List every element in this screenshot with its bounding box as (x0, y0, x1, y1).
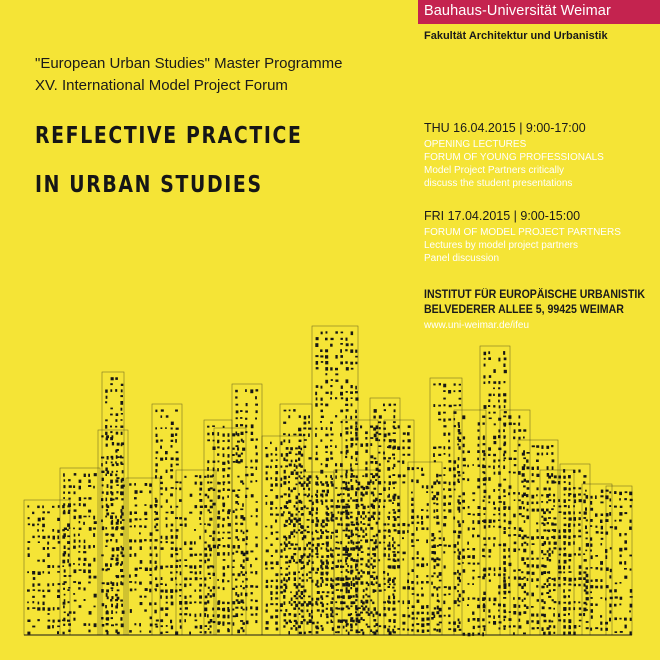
day-2-date: FRI 17.04.2015 | 9:00-15:00 (424, 209, 581, 223)
day-1-line: FORUM OF YOUNG PROFESSIONALS (424, 152, 604, 163)
skyline-building (24, 500, 70, 635)
university-name: Bauhaus-Universität Weimar (424, 3, 611, 19)
day-1-line: Model Project Partners critically (424, 165, 565, 176)
skyline-building (60, 468, 100, 635)
skyline-building (126, 478, 160, 635)
day-2-line: FORUM OF MODEL PROJECT PARTNERS (424, 227, 621, 238)
skyline-building (408, 462, 442, 635)
skyline-building (430, 378, 462, 635)
day-1-line: OPENING LECTURES (424, 139, 527, 150)
website-link[interactable]: www.uni-weimar.de/ifeu (424, 320, 530, 331)
skyline-building (102, 372, 124, 635)
skyline-building (454, 410, 486, 636)
faculty-name: Fakultät Architektur und Urbanistik (424, 30, 608, 42)
skyline-building (232, 384, 262, 635)
skyline-building (606, 486, 633, 635)
title-line-2: IN URBAN STUDIES (35, 172, 263, 198)
day-2-line: Lectures by model project partners (424, 240, 578, 251)
day-1-line: discuss the student presentations (424, 178, 573, 189)
skyline-building (98, 430, 128, 635)
forum-name: XV. International Model Project Forum (35, 77, 288, 94)
day-1-date: THU 16.04.2015 | 9:00-17:00 (424, 121, 586, 135)
skyline-building (500, 410, 530, 635)
institute-address: BELVEDERER ALLEE 5, 99425 WEIMAR (424, 304, 624, 316)
programme-name: "European Urban Studies" Master Programme (35, 55, 343, 72)
day-2-line: Panel discussion (424, 253, 500, 264)
institute-name: INSTITUT FÜR EUROPÄISCHE URBANISTIK (424, 289, 646, 301)
skyline-building (152, 404, 182, 635)
title-line-1: REFLECTIVE PRACTICE (35, 123, 303, 149)
